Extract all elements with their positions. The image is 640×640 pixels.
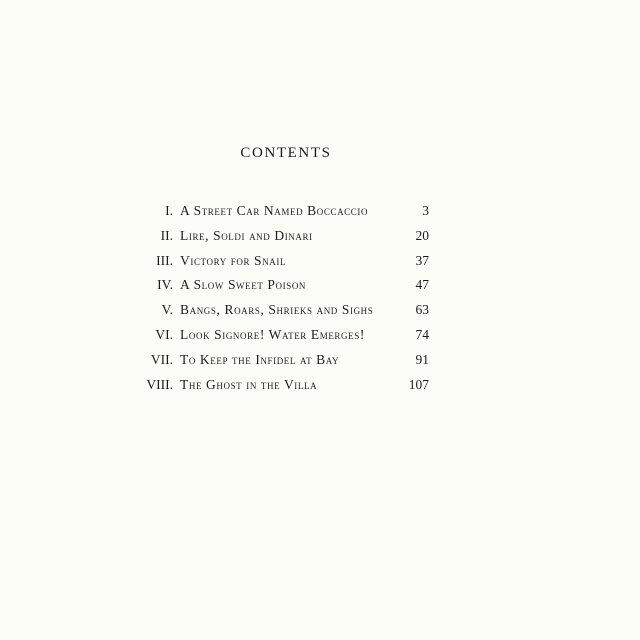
table-of-contents: [0, 199, 640, 397]
toc-entry: [0, 249, 640, 274]
toc-entry: [0, 273, 640, 298]
chapter-title: Look Signore! Water Emerges!: [180, 326, 365, 342]
chapter-title: To Keep the Infidel at Bay: [180, 351, 340, 367]
page-number: 20: [415, 227, 429, 243]
page-number: 3: [422, 203, 429, 218]
page-number: 63: [415, 302, 429, 318]
chapter-title: A Slow Sweet Poison: [180, 277, 307, 293]
toc-entry: [0, 323, 640, 348]
chapter-number: I.: [165, 203, 173, 218]
chapter-title: Lire, Soldi and Dinari: [180, 227, 313, 243]
page-number: 37: [415, 252, 429, 268]
page-number: 107: [408, 376, 429, 392]
chapter-number: VI.: [155, 326, 173, 342]
chapter-title: Bangs, Roars, Shrieks and Sighs: [180, 302, 374, 318]
chapter-number: VIII.: [146, 376, 173, 392]
chapter-number: VII.: [150, 351, 173, 367]
page-number: 91: [415, 351, 429, 367]
toc-entry: [0, 373, 640, 398]
chapter-title: A Street Car Named Boccaccio: [180, 203, 369, 218]
chapter-title: The Ghost in the Villa: [180, 376, 318, 392]
chapter-number: IV.: [157, 277, 173, 293]
contents-heading: CONTENTS: [240, 145, 332, 161]
toc-entry: [0, 348, 640, 373]
chapter-number: V.: [161, 302, 173, 318]
toc-entry: [0, 298, 640, 323]
page-number: 47: [415, 277, 429, 293]
toc-entry: [0, 224, 640, 249]
chapter-number: III.: [156, 252, 173, 268]
chapter-number: II.: [160, 227, 173, 243]
page-number: 74: [415, 326, 429, 342]
toc-entry: [0, 199, 640, 224]
chapter-title: Victory for Snail: [180, 252, 287, 268]
